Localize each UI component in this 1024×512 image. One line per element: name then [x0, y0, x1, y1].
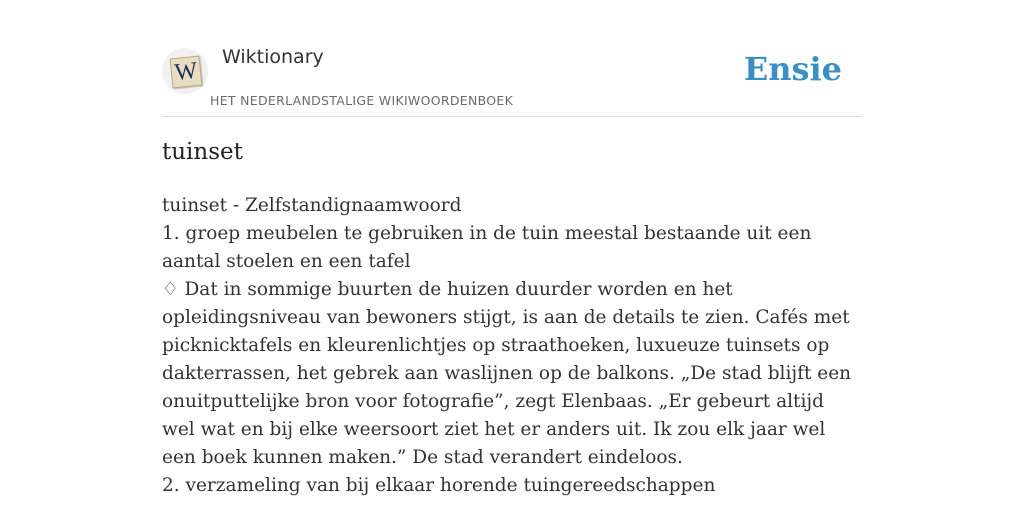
entry-definition: [162, 192, 862, 500]
definition-1: 1. groep meubelen te gebruiken in de tuin meestal bestaande uit een aantal stoelen en een tafel: [162, 223, 812, 272]
part-of-speech-line: tuinset - Zelfstandignaamwoord: [162, 195, 462, 216]
site-name[interactable]: Wiktionary: [222, 46, 324, 68]
ensie-brand-logo[interactable]: Ensie: [743, 50, 842, 88]
wiktionary-logo[interactable]: [162, 48, 208, 94]
site-header: [162, 42, 862, 117]
entry-title: tuinset: [162, 139, 243, 165]
logo-tile-icon: [170, 56, 203, 89]
example-quote: ♢ Dat in sommige buurten de huizen duurder worden en het opleidingsniveau van bewoners stijgt, is aan de details te zien. Cafés met picknicktafels en kleurenlichtjes op straathoeken, luxueuze tuinsets op dakterrassen, het gebrek aan waslijnen op de balkons. „De stad blijft een onuitputtelijke bron voor fotografie”, zegt Elenbaas. „Er gebeurt altijd wel wat en bij elke weersoort ziet het er anders uit. Ik zou elk jaar wel een boek kunnen maken.” De stad verandert eindeloos.: [162, 279, 852, 468]
site-tagline: HET NEDERLANDSTALIGE WIKIWOORDENBOEK: [210, 93, 514, 108]
logo-letter: W: [173, 57, 199, 87]
definition-2: 2. verzameling van bij elkaar horende tuingereedschappen: [162, 475, 716, 496]
